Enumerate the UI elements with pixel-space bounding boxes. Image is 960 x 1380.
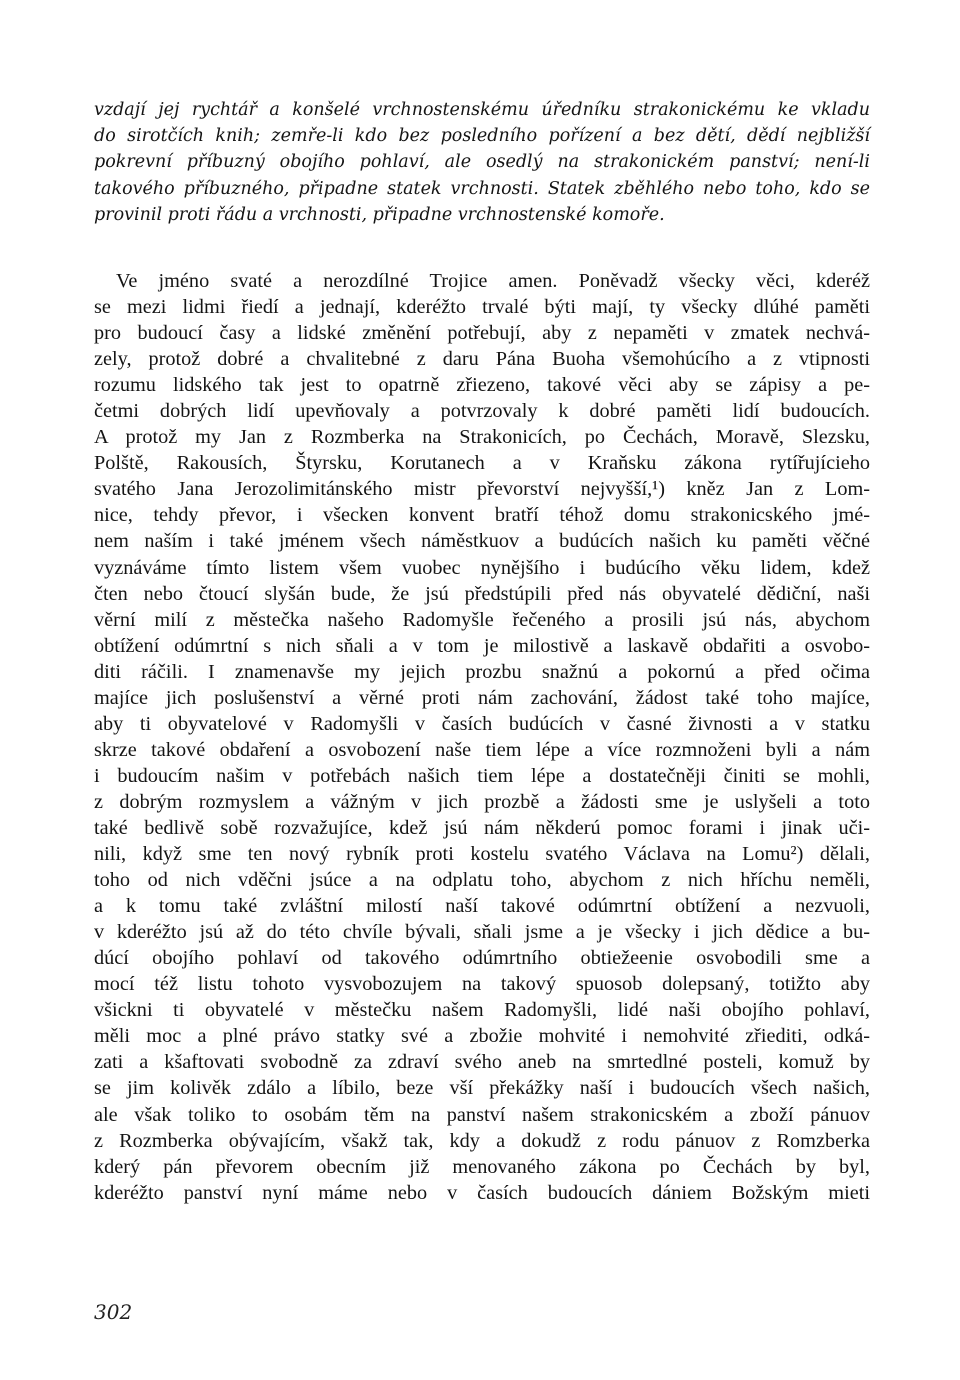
body-line: vyznáváme tímto listem všem vuobec nynějšího i budúcího věku lidem, kdež [94,556,870,579]
body-line: toho od nich vděčni jsúce a na odplatu toho, abychom z nich hříchu neměli, [94,869,870,892]
body-line: rozumu lidského tak jest to opatrně zřiezeno, takové věci aby se zápisy a pe- [94,374,870,397]
body-line: i budoucím našim v potřebách našich tiem lépe a dostatečněji činiti se mohli, [94,764,870,787]
intro-line: pokrevní příbuzný obojího pohlaví, ale osedlý na strakonickém panství; není-li [94,152,870,173]
body-line: kderý pán převorem obecním již menovaného zákona po Čechách by byl, [94,1155,870,1178]
body-line: se mezi lidmi řiedí a jednají, kderéžto trvalé býti mají, ty všecky dlúhé paměti [94,296,870,319]
body-line: zely, protož dobré a chvalitebné z daru Pána Buoha všemohúcího a z vtipnosti [94,348,870,371]
intro-line: takového příbuzného, připadne statek vrchnosti. Statek zběhlého nebo toho, kdo se [94,178,870,199]
body-line: majíce jich poslušenství a věrné proti nám zachování, žádost také toho majíce, [94,686,870,709]
body-line: svatého Jana Jerozolimitánského mistr převorství nejvyšší,¹) kněz Jan z Lom- [94,478,870,501]
body-line: z dobrým rozmyslem a vážným v jich prozbě a žádosti sme je uslyšeli a toto [94,790,870,813]
body-line: zati a kšaftovati svobodně za zdraví svého aneb na smrtedlné posteli, komuž by [94,1051,870,1074]
body-line: diti ráčili. I znamenavše my jejich prozbu snažnú a pokornú a před očima [94,660,870,683]
body-line: všickni ti obyvatelé v městečku našem Radomyšli, lidé naši obojího pohlaví, [94,999,870,1022]
charter-text [94,268,870,1206]
body-line: nili, když sme ten nový rybník proti kostelu svatého Václava na Lomu²) dělali, [94,843,870,866]
intro-line: provinil proti řádu a vrchnosti, připadne vrchnostenské komoře. [94,204,665,225]
body-line: a k tomu také zvláštní milostí naší takové odúmrtní obtížení a nezvuoli, [94,895,870,918]
body-line: věrní milí z městečka našeho Radomyšle řečeného a prosili jsú nás, abychom [94,608,870,631]
body-line: čten nebo čtoucí slyšán bude, že jsú předstúpili před nás obyvatelé dědiční, naši [94,582,870,605]
body-line: také bedlivě sobě rozvažujíce, kdež jsú nám někderú pomoc forami i jinak uči- [94,816,870,839]
body-line: četmi dobrých lidí upevňovaly a potvrzovaly k dobré paměti lidí budoucích. [94,400,870,423]
body-line: pro budoucí časy a lidské změnění potřebují, aby z nepaměti v zmatek nechvá- [94,322,870,345]
body-line: měli moc a plné právo statky své a zbožie mohvité i nemohvité zřiediti, odká- [94,1025,870,1048]
body-line: mocí též listu tohoto vysvobozujem na takový spuosob dolepsaný, totižto aby [94,973,870,996]
intro-line: vzdají jej rychtář a konšelé vrchnostenskému úředníku strakonickému ke vkladu [94,100,870,120]
body-line: A protož my Jan z Rozmberka na Strakonicích, po Čechách, Moravě, Slezsku, [94,426,870,449]
body-line: Polště, Rakousích, Štyrsku, Korutanech a v Kraňsku zákona rytířujícieho [94,452,870,475]
body-line: aby ti obyvatelové v Radomyšli v časích budúcích v časné živnosti a v statku [94,712,870,735]
body-line: skrze takové obdaření a osvobození naše tiem lépe a více rozmnoženi byli a nám [94,738,870,761]
body-line: nem naším i také jménem všech náměstkuov a budúcích našich ku paměti věčné [94,530,870,553]
body-line: ale však toliko to osobám těm na panství našem strakonicském a zboží pánuov [94,1103,870,1126]
body-line: nice, tehdy převor, i všecken konvent bratří téhož domu strakonicského jmé- [94,504,870,527]
body-line: Ve jméno svaté a nerozdílné Trojice amen. Poněvadž všecky věci, kderéž [116,270,870,292]
page-number: 302 [94,1300,133,1324]
body-line: se jim kolivěk zdálo a líbilo, beze vší překážky naší i budoucích všech našich, [94,1077,870,1100]
body-line: dúcí obojího pohlaví od takového odúmrtního obtiežeenie osvobodili sme a [94,947,870,970]
body-line: kderéžto panství nyní máme nebo v časích budoucích dániem Božským mieti [94,1181,870,1204]
body-line: v kderéžto jsú až do této chvíle bývali, sňali jsme a je všecky i jich dědice a bu- [94,921,870,944]
body-line: z Rozmberka obývajícím, všakž tak, kdy a dokudž z rodu pánuov z Romzberka [94,1129,870,1152]
intro-line: do sirotčích knih; zemře-li kdo bez posledního pořízení a bez dětí, dědí nejbližší [94,126,870,147]
intro-summary [94,97,870,228]
body-line: obtížení odúmrtní s nich sňali a v tom je milostivě a laskavě obdařiti a osvobo- [94,634,870,657]
